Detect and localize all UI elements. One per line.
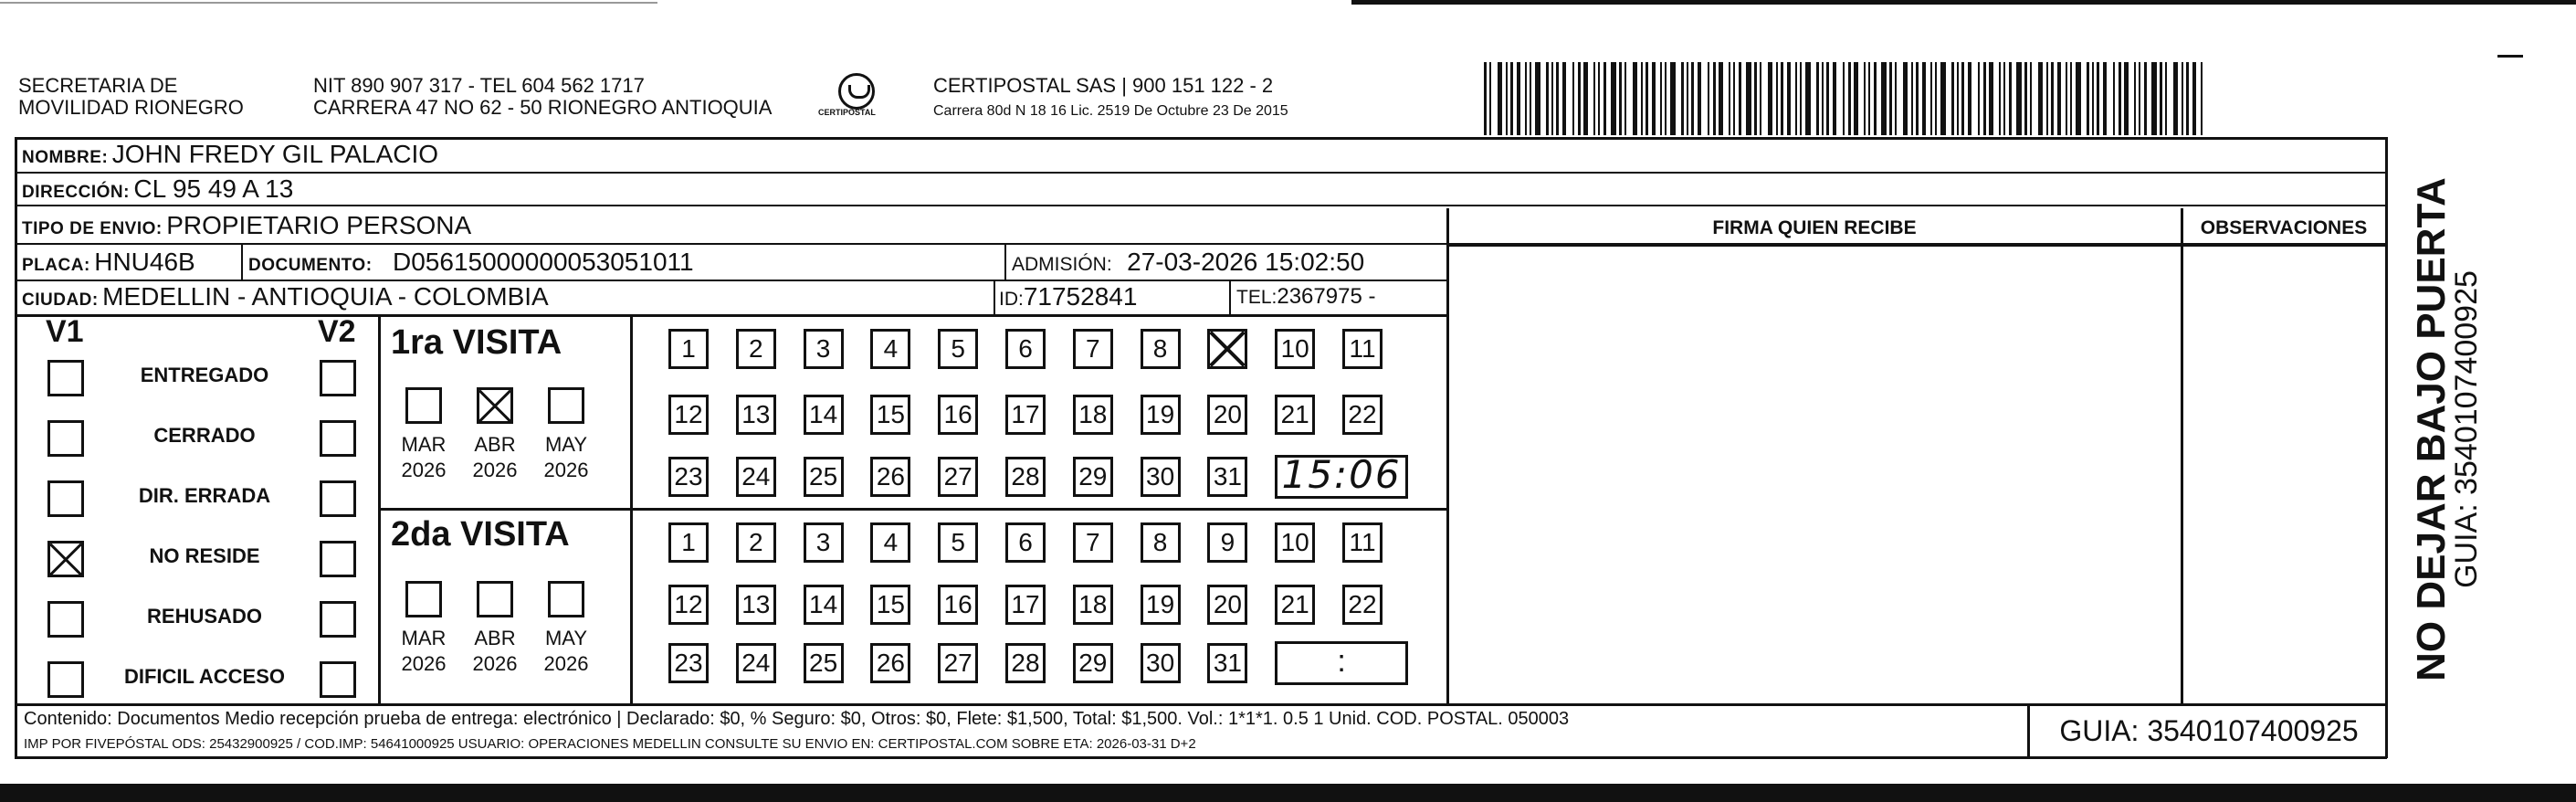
day-box[interactable]: 2: [736, 522, 776, 563]
day-box[interactable]: 26: [870, 457, 910, 497]
barcode-bar: [1489, 62, 1491, 135]
barcode-bar: [1498, 62, 1502, 135]
div-ciudad-id: [994, 280, 995, 316]
observaciones-label: OBSERVACIONES: [2200, 217, 2368, 238]
day-box[interactable]: 27: [938, 643, 978, 683]
div-footer-guia: [2027, 705, 2030, 758]
barcode-bar: [1989, 62, 1993, 135]
day-box[interactable]: 7: [1073, 329, 1113, 369]
barcode-bar: [1603, 62, 1606, 135]
day-box[interactable]: 29: [1073, 457, 1113, 497]
day-box[interactable]: 19: [1141, 585, 1181, 625]
day-box[interactable]: 18: [1073, 395, 1113, 435]
placa-cell: [22, 247, 195, 282]
tel-cell: [1236, 281, 1375, 315]
barcode-bar: [2160, 62, 2162, 135]
day-box[interactable]: 7: [1073, 522, 1113, 563]
day-box[interactable]: 3: [804, 329, 844, 369]
div-reasons-visits: [378, 316, 381, 705]
barcode-bar: [1951, 62, 1954, 135]
day-box[interactable]: 22: [1342, 585, 1383, 625]
barcode-bar: [2139, 62, 2140, 135]
barcode-bar: [1868, 62, 1870, 135]
ciudad-cell: [22, 281, 549, 317]
barcode-bar: [2186, 62, 2189, 135]
barcode-bar: [2097, 62, 2099, 135]
day-box[interactable]: 13: [736, 395, 776, 435]
org-name-line1: SECRETARIA DE: [18, 74, 178, 97]
reason-label: DIFICIL ACCESO: [123, 665, 285, 688]
barcode-bar: [1911, 62, 1913, 135]
day-box[interactable]: 14: [804, 395, 844, 435]
footer-contenido: Contenido: Documentos Medio recepción prueba de entrega: electrónico | Declarado: $0, % Seguro: $0, Otros: $0, Flete: $1,500, Total: $1,500. Vol.: 1*1*1. 0.5 1 Unid. COD. POSTAL. 050003: [24, 709, 1570, 729]
month-name: MAR: [401, 627, 447, 649]
barcode-bar: [1713, 62, 1716, 135]
day-box[interactable]: 10: [1275, 329, 1315, 369]
barcode-bar: [1935, 62, 1937, 135]
barcode-bar: [1881, 62, 1887, 135]
barcode-bar: [1805, 62, 1811, 135]
placa-value: HNU46B: [94, 248, 195, 276]
day-box[interactable]: [1207, 329, 1247, 369]
month-year: 2026: [472, 459, 518, 481]
v1-checkbox[interactable]: [47, 601, 84, 638]
barcode-bar: [1719, 62, 1723, 135]
barcode-bar: [2009, 62, 2012, 135]
barcode-bar: [2151, 62, 2157, 135]
barcode-bar: [1572, 62, 1574, 135]
frame-left: [15, 137, 17, 758]
visit2-title: 2da VISITA: [391, 515, 570, 554]
frame-right: [2385, 137, 2388, 758]
barcode-bar: [1957, 62, 1959, 135]
v2-checkbox[interactable]: [320, 480, 356, 517]
month-year: 2026: [472, 652, 518, 675]
barcode-bar: [2103, 62, 2107, 135]
top-edge-line-right: [1351, 0, 2576, 5]
time-value: 15:06: [1281, 452, 1402, 497]
barcode-bar: [1551, 62, 1553, 135]
v1-checkbox[interactable]: [47, 420, 84, 457]
day-box[interactable]: 14: [804, 585, 844, 625]
barcode-bar: [2030, 62, 2032, 135]
day-box[interactable]: 11: [1342, 522, 1383, 563]
day-box[interactable]: 17: [1005, 585, 1046, 625]
footer-imp: IMP POR FIVEPÓSTAL ODS: 25432900925 / COD.IMP: 54641000925 USUARIO: OPERACIONES MEDELLIN CONSULTE SU ENVIO EN: CERTIPOSTAL.COM SOBRE ETA: 2026-03-31 D+2: [24, 736, 1196, 752]
barcode-bar: [1687, 62, 1688, 135]
v1-heading: V1: [46, 314, 84, 349]
barcode-bar: [1864, 62, 1866, 135]
div-doc-adm: [1004, 245, 1006, 281]
day-box[interactable]: 31: [1207, 643, 1247, 683]
month-checkbox[interactable]: [477, 387, 513, 424]
barcode-bar: [1739, 62, 1741, 135]
certipostal-logo-icon: [838, 73, 875, 110]
barcode-bar: [1826, 62, 1829, 135]
month-year: 2026: [543, 459, 589, 481]
time-box[interactable]: [1275, 452, 1408, 499]
barcode-bar: [1517, 62, 1520, 135]
day-box[interactable]: 6: [1005, 329, 1046, 369]
barcode-bar: [1733, 62, 1735, 135]
barcode-bar: [1598, 62, 1600, 135]
barcode-bar: [1525, 62, 1527, 135]
day-box[interactable]: 8: [1141, 522, 1181, 563]
day-box[interactable]: 15: [870, 585, 910, 625]
reason-label: NO RESIDE: [149, 544, 260, 567]
frame-bottom: [15, 756, 2387, 759]
day-box[interactable]: 25: [804, 457, 844, 497]
reason-label: ENTREGADO: [140, 364, 269, 386]
day-box[interactable]: 21: [1275, 395, 1315, 435]
day-box[interactable]: 18: [1073, 585, 1113, 625]
barcode-bar: [2134, 62, 2136, 135]
barcode-bar: [1641, 62, 1643, 135]
sep-visits-mid: [380, 508, 1448, 511]
barcode-bar: [1843, 62, 1845, 135]
v2-checkbox[interactable]: [320, 420, 356, 457]
day-box[interactable]: 17: [1005, 395, 1046, 435]
month-year: 2026: [401, 459, 447, 481]
day-box[interactable]: 3: [804, 522, 844, 563]
month-checkbox[interactable]: [477, 581, 513, 617]
v2-checkbox[interactable]: [320, 360, 356, 396]
barcode-bar: [2165, 62, 2167, 135]
day-box[interactable]: 16: [938, 395, 978, 435]
v2-heading: V2: [318, 314, 356, 349]
barcode-bar: [1583, 62, 1588, 135]
v1-checkbox[interactable]: [47, 541, 84, 577]
barcode-bar: [2046, 62, 2048, 135]
barcode-bar: [1578, 62, 1581, 135]
side-guia: GUIA: 3540107400925: [2449, 270, 2484, 588]
day-box[interactable]: 6: [1005, 522, 1046, 563]
div-left-right: [1446, 208, 1449, 705]
barcode-bar: [1506, 62, 1508, 135]
barcode-bar: [2173, 62, 2178, 135]
barcode-bar: [2024, 62, 2027, 135]
div-id-tel: [1229, 280, 1231, 316]
visit1-title: 1ra VISITA: [391, 323, 563, 362]
barcode-bar: [1916, 62, 1919, 135]
side-dash: [2497, 55, 2523, 58]
day-box[interactable]: 15: [870, 395, 910, 435]
day-box[interactable]: 23: [668, 457, 709, 497]
org-name-line2: MOVILIDAD RIONEGRO: [18, 96, 244, 119]
day-box[interactable]: 13: [736, 585, 776, 625]
reason-label: REHUSADO: [147, 605, 262, 628]
day-box[interactable]: 24: [736, 643, 776, 683]
barcode-bar: [2092, 62, 2094, 135]
direccion-label: DIRECCIÓN:: [22, 183, 130, 202]
ciudad-label: CIUDAD:: [22, 290, 99, 310]
barcode-bar: [1698, 62, 1701, 135]
barcode-bar: [2076, 62, 2081, 135]
barcode-bar: [1729, 62, 1730, 135]
barcode-bar: [1795, 62, 1797, 135]
barcode-bar: [1854, 62, 1858, 135]
courier-line2: Carrera 80d N 18 16 Lic. 2519 De Octubre 23 De 2015: [933, 103, 1288, 119]
placa-label: PLACA:: [22, 256, 90, 275]
day-box[interactable]: 8: [1141, 329, 1181, 369]
firma-label: FIRMA QUIEN RECIBE: [1712, 217, 1917, 238]
day-box[interactable]: 29: [1073, 643, 1113, 683]
month-name: MAY: [544, 627, 588, 649]
v1-checkbox[interactable]: [47, 360, 84, 396]
barcode-bar: [1895, 62, 1897, 135]
barcode-bar: [2003, 62, 2005, 135]
barcode-bar: [2087, 62, 2089, 135]
nombre-value: JOHN FREDY GIL PALACIO: [111, 140, 439, 168]
barcode-bar: [1652, 62, 1656, 135]
footer-guia-box: GUIA: 3540107400925: [2059, 714, 2359, 747]
div-obs: [2181, 208, 2183, 705]
barcode-bar: [1903, 62, 1908, 135]
day-box[interactable]: 9: [1207, 522, 1247, 563]
tipo-value: PROPIETARIO PERSONA: [166, 211, 472, 239]
day-box[interactable]: 2: [736, 329, 776, 369]
barcode-bar: [1999, 62, 2001, 135]
tel-value: 2367975 -: [1277, 284, 1376, 309]
barcode-bar: [1768, 62, 1772, 135]
sep-direccion: [15, 205, 2387, 206]
barcode-bar: [1546, 62, 1549, 135]
v1-checkbox[interactable]: [47, 480, 84, 517]
id-value: 71752841: [1023, 282, 1138, 311]
barcode-bar: [2057, 62, 2061, 135]
day-box[interactable]: 28: [1005, 643, 1046, 683]
day-box[interactable]: 30: [1141, 643, 1181, 683]
barcode-bar: [1562, 62, 1566, 135]
month-name: ABR: [474, 433, 516, 456]
sep-footer: [15, 703, 2387, 706]
barcode-bar: [1681, 62, 1684, 135]
barcode-bar: [2182, 62, 2183, 135]
bottom-edge-band: [0, 784, 2576, 802]
barcode-bar: [1978, 62, 1980, 135]
barcode-bar: [1800, 62, 1802, 135]
barcode-bar: [2016, 62, 2022, 135]
day-box[interactable]: 11: [1342, 329, 1383, 369]
reason-label: DIR. ERRADA: [138, 484, 271, 507]
admision-label: ADMISIÓN:: [1012, 254, 1112, 275]
barcode-bar: [2124, 62, 2129, 135]
day-box[interactable]: 16: [938, 585, 978, 625]
month-name: MAY: [544, 433, 588, 456]
barcode-bar: [1781, 62, 1783, 135]
div-months-days: [630, 316, 633, 705]
month-name: ABR: [474, 627, 516, 649]
tipo-label: TIPO DE ENVIO:: [22, 219, 163, 238]
logo-caption: CERTIPOSTAL: [818, 108, 876, 117]
barcode-bar: [1983, 62, 1986, 135]
barcode-bar: [1961, 62, 1964, 135]
month-checkbox[interactable]: [405, 581, 442, 617]
barcode-bar: [1930, 62, 1932, 135]
barcode-bar: [1670, 62, 1676, 135]
barcode-bar: [1611, 62, 1616, 135]
day-box[interactable]: 20: [1207, 395, 1247, 435]
barcode-bar: [1691, 62, 1694, 135]
barcode-bar: [2144, 62, 2147, 135]
barcode-bar: [1665, 62, 1667, 135]
barcode-bar: [1484, 62, 1487, 135]
courier-line1: CERTIPOSTAL SAS | 900 151 122 - 2: [933, 74, 1274, 97]
admision-cell: [1012, 247, 1364, 282]
v2-checkbox[interactable]: [320, 541, 356, 577]
day-box[interactable]: 5: [938, 329, 978, 369]
time-box[interactable]: [1275, 641, 1408, 685]
barcode-bar: [1833, 62, 1836, 135]
direccion-row: [22, 174, 293, 209]
day-box[interactable]: 1: [668, 522, 709, 563]
barcode-bar: [1848, 62, 1851, 135]
reason-label: CERRADO: [153, 424, 256, 447]
admision-value: 27-03-2026 15:02:50: [1127, 248, 1365, 276]
barcode-bar: [1530, 62, 1531, 135]
barcode-bar: [1645, 62, 1648, 135]
day-box[interactable]: 21: [1275, 585, 1315, 625]
documento-cell: [248, 247, 694, 282]
month-checkbox[interactable]: [548, 387, 584, 424]
barcode-bar: [1619, 62, 1622, 135]
barcode-bar: [2201, 62, 2203, 135]
barcode-bar: [1940, 62, 1946, 135]
time-value: :: [1337, 644, 1346, 679]
day-box[interactable]: 1: [668, 329, 709, 369]
barcode-bar: [1510, 62, 1513, 135]
tel-label: TEL:: [1236, 287, 1277, 308]
nombre-label: NOMBRE:: [22, 148, 109, 167]
day-box[interactable]: 4: [870, 329, 910, 369]
day-box[interactable]: 27: [938, 457, 978, 497]
documento-value: D05615000000053051011: [393, 248, 694, 276]
nombre-row: [22, 139, 438, 174]
no-dejar-warning: NO DEJAR BAJO PUERTA: [2409, 177, 2454, 681]
barcode-bar: [2113, 62, 2115, 135]
barcode-bar: [1874, 62, 1877, 135]
ciudad-value: MEDELLIN - ANTIOQUIA - COLOMBIA: [102, 282, 549, 311]
day-box[interactable]: 30: [1141, 457, 1181, 497]
day-box[interactable]: 10: [1275, 522, 1315, 563]
direccion-value: CL 95 49 A 13: [133, 174, 294, 203]
barcode-bar: [2192, 62, 2196, 135]
month-year: 2026: [401, 652, 447, 675]
day-box[interactable]: 19: [1141, 395, 1181, 435]
nit-line2: CARRERA 47 NO 62 - 50 RIONEGRO ANTIOQUIA: [313, 96, 773, 119]
barcode-bar: [1816, 62, 1819, 135]
day-box[interactable]: 23: [668, 643, 709, 683]
div-placa-doc: [241, 245, 243, 281]
day-box[interactable]: 28: [1005, 457, 1046, 497]
barcode-bar: [2038, 62, 2043, 135]
day-box[interactable]: 25: [804, 643, 844, 683]
id-label: ID:: [999, 289, 1024, 310]
barcode-bar: [2051, 62, 2054, 135]
barcode-bar: [1922, 62, 1926, 135]
day-box[interactable]: 31: [1207, 457, 1247, 497]
month-checkbox[interactable]: [405, 387, 442, 424]
barcode-bar: [1787, 62, 1791, 135]
v2-checkbox[interactable]: [320, 601, 356, 638]
barcode-bar: [1822, 62, 1824, 135]
id-cell: [999, 281, 1137, 317]
tipo-row: [22, 210, 471, 246]
barcode-icon: [1484, 62, 2210, 135]
barcode-bar: [1968, 62, 1971, 135]
barcode-bar: [1746, 62, 1751, 135]
day-box[interactable]: 26: [870, 643, 910, 683]
v2-checkbox[interactable]: [320, 661, 356, 698]
barcode-bar: [2066, 62, 2067, 135]
barcode-bar: [2119, 62, 2121, 135]
month-year: 2026: [543, 652, 589, 675]
barcode-bar: [1624, 62, 1626, 135]
barcode-bar: [1708, 62, 1709, 135]
day-box[interactable]: 12: [668, 585, 709, 625]
barcode-bar: [1633, 62, 1637, 135]
month-checkbox[interactable]: [548, 581, 584, 617]
barcode-bar: [1889, 62, 1892, 135]
month-name: MAR: [401, 433, 447, 456]
barcode-bar: [1593, 62, 1595, 135]
nit-line1: NIT 890 907 317 - TEL 604 562 1717: [313, 74, 645, 97]
v1-checkbox[interactable]: [47, 661, 84, 698]
side-text: [2392, 174, 2484, 685]
barcode-bar: [2070, 62, 2072, 135]
day-box[interactable]: 20: [1207, 585, 1247, 625]
documento-label: DOCUMENTO:: [248, 256, 373, 275]
barcode-bar: [1535, 62, 1540, 135]
day-box[interactable]: 4: [870, 522, 910, 563]
barcode-bar: [1556, 62, 1559, 135]
day-box[interactable]: 5: [938, 522, 978, 563]
top-edge-line: [0, 2, 657, 4]
day-box[interactable]: 24: [736, 457, 776, 497]
barcode-bar: [1660, 62, 1662, 135]
sep-firma-head: [1446, 245, 2387, 247]
day-box[interactable]: 12: [668, 395, 709, 435]
barcode-bar: [1776, 62, 1778, 135]
day-box[interactable]: 22: [1342, 395, 1383, 435]
barcode-bar: [1754, 62, 1757, 135]
barcode-bar: [1760, 62, 1761, 135]
